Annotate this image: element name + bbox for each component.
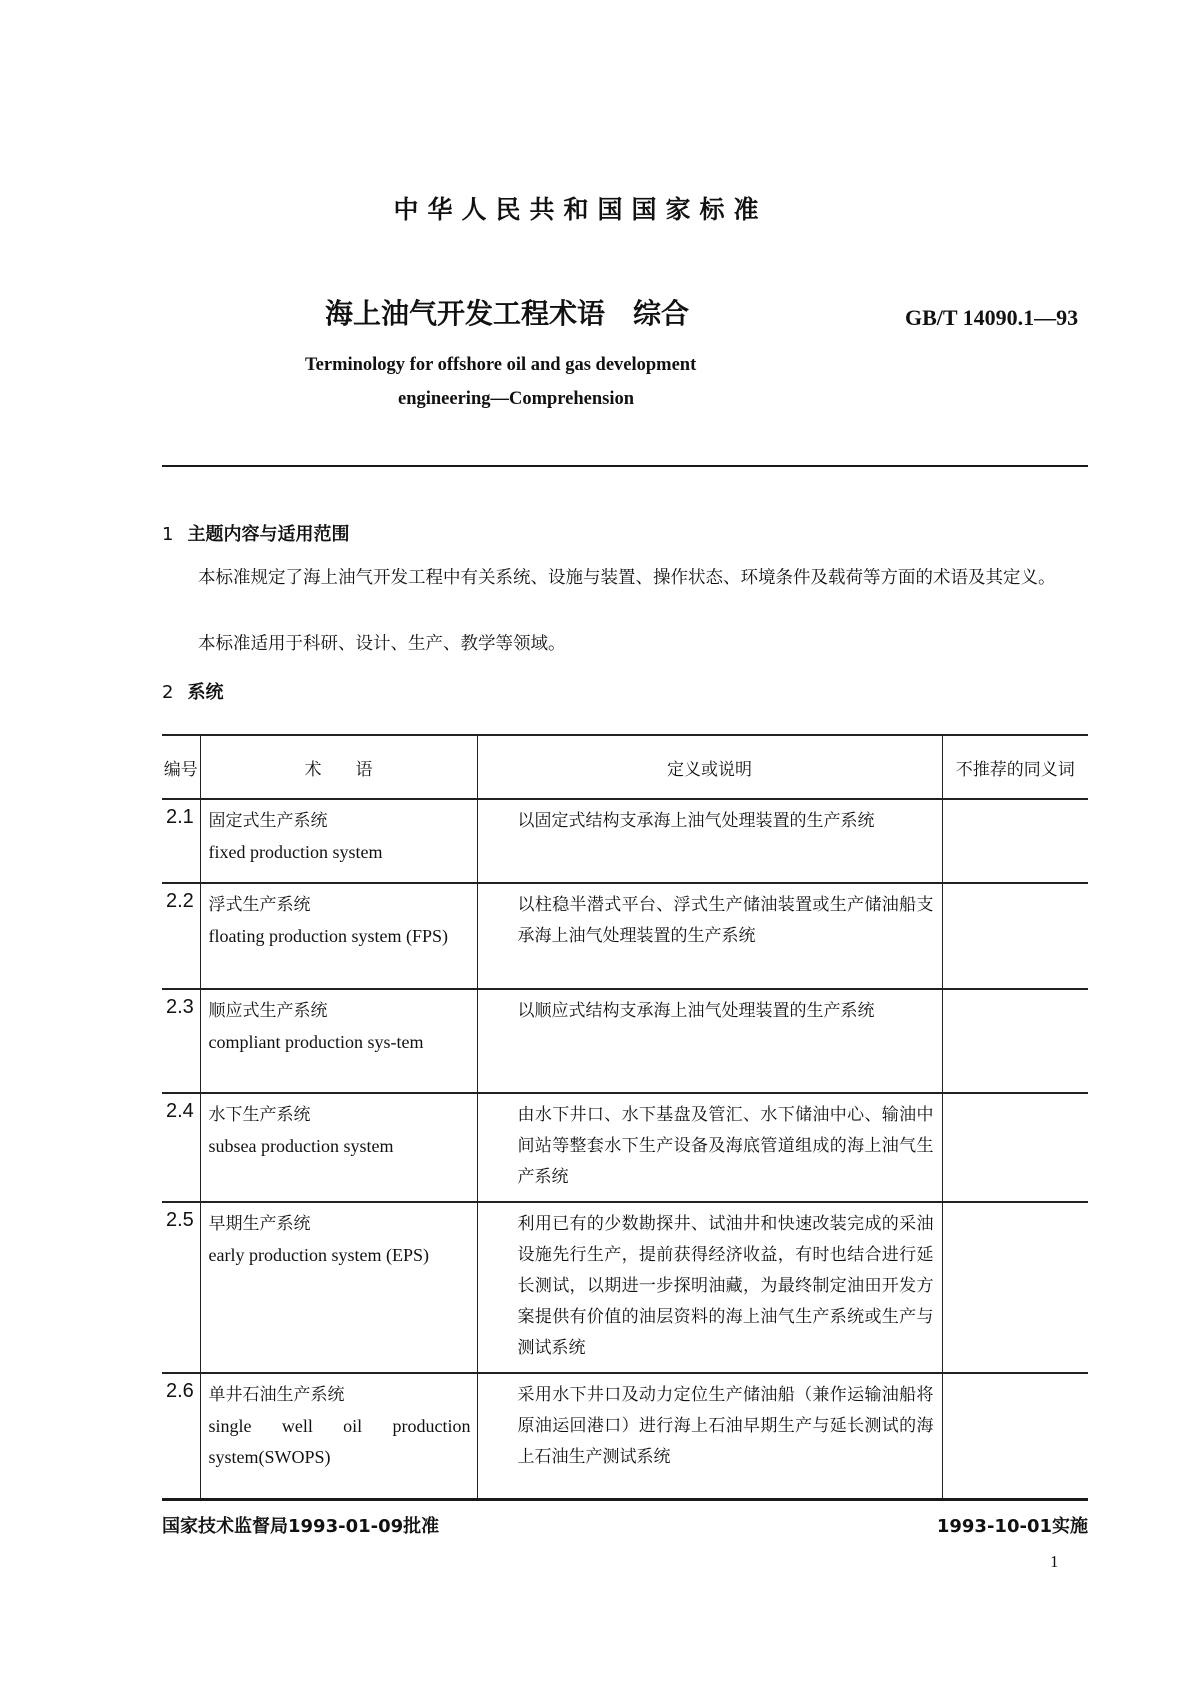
definition-text: 利用已有的少数勘探井、试油井和快速改装完成的采油设施先行生产，提前获得经济收益，有时也结合进行延长测试，以期进一步探明油藏，为最终制定油田开发方案提供有价值的油层资料的海上油气生产系统或生产与测试系统 <box>517 1214 934 1358</box>
header-divider <box>162 465 1088 467</box>
nation-standard-heading: 中华人民共和国国家标准 <box>393 195 768 224</box>
section-number: 1 <box>162 524 174 545</box>
definition-text: 采用水下井口及动力定位生产储油船（兼作运输油船将原油运回港口）进行海上石油早期生产与延长测试的海上石油生产测试系统 <box>517 1385 934 1467</box>
term-en: subsea production system <box>208 1136 394 1156</box>
table-row <box>162 799 1088 883</box>
document-title-cn: 海上油气开发工程术语 综合 <box>325 297 690 330</box>
term-cell <box>200 1202 477 1373</box>
table-row <box>162 989 1088 1093</box>
document-title-en-line2: engineering—Comprehension <box>398 389 635 409</box>
synonym-cell <box>942 1093 1088 1202</box>
term-en: fixed production system <box>208 842 383 862</box>
table-row <box>162 1373 1088 1499</box>
term-number: 2.2 <box>166 890 194 912</box>
term-cn: 单井石油生产系统 <box>208 1385 345 1405</box>
section-2-heading <box>162 678 223 704</box>
term-cell <box>200 883 477 989</box>
term-cn: 早期生产系统 <box>208 1214 311 1234</box>
term-cell <box>200 989 477 1093</box>
synonym-cell <box>942 1202 1088 1373</box>
term-en: floating production system (FPS) <box>208 926 448 946</box>
definition-cell <box>477 1093 942 1202</box>
definition-text: 以顺应式结构支承海上油气处理装置的生产系统 <box>517 1001 875 1021</box>
definition-cell <box>477 989 942 1093</box>
table-row <box>162 883 1088 989</box>
section-number: 2 <box>162 682 174 703</box>
section-1-paragraph-2 <box>162 628 1088 661</box>
term-cn: 固定式生产系统 <box>208 811 328 831</box>
footer-divider <box>162 1498 1088 1501</box>
term-number: 2.5 <box>166 1209 194 1231</box>
definition-text: 以柱稳半潜式平台、浮式生产储油装置或生产储油船支承海上油气处理装置的生产系统 <box>517 895 934 946</box>
term-number: 2.4 <box>166 1100 194 1122</box>
definition-text: 以固定式结构支承海上油气处理装置的生产系统 <box>517 811 875 831</box>
header-no: 编号 <box>163 759 198 780</box>
table-row <box>162 1093 1088 1202</box>
section-title: 系统 <box>187 682 224 703</box>
table-header-row <box>162 735 1088 799</box>
section-1-heading <box>162 520 349 546</box>
term-cell <box>200 799 477 883</box>
approval-date: 国家技术监督局1993-01-09批准 <box>162 1516 440 1537</box>
term-cn: 顺应式生产系统 <box>208 1001 328 1021</box>
synonym-cell <box>942 883 1088 989</box>
term-number: 2.1 <box>166 806 194 828</box>
section-1-paragraph-1 <box>162 562 1088 595</box>
term-number: 2.6 <box>166 1380 194 1402</box>
paragraph-text: 本标准适用于科研、设计、生产、教学等领域。 <box>198 634 566 654</box>
definition-cell <box>477 883 942 989</box>
paragraph-text: 本标准规定了海上油气开发工程中有关系统、设施与装置、操作状态、环境条件及载荷等方面的术语及其定义。 <box>198 568 1056 588</box>
implementation-date: 1993-10-01实施 <box>936 1516 1088 1537</box>
term-number: 2.3 <box>166 996 194 1018</box>
term-en: early production system (EPS) <box>208 1245 429 1265</box>
term-cn: 水下生产系统 <box>208 1105 311 1125</box>
term-en: compliant production sys-tem <box>208 1032 424 1052</box>
terms-table <box>162 734 1088 1500</box>
synonym-cell <box>942 1373 1088 1499</box>
synonym-cell <box>942 989 1088 1093</box>
header-synonyms: 不推荐的同义词 <box>942 735 1088 799</box>
synonym-cell <box>942 799 1088 883</box>
section-title: 主题内容与适用范围 <box>187 524 350 545</box>
table-row <box>162 1202 1088 1373</box>
standard-number: GB/T 14090.1—93 <box>905 305 1079 330</box>
definition-cell <box>477 1373 942 1499</box>
definition-cell <box>477 799 942 883</box>
header-definition: 定义或说明 <box>477 735 942 799</box>
definition-cell <box>477 1202 942 1373</box>
definition-text: 由水下井口、水下基盘及管汇、水下储油中心、输油中间站等整套水下生产设备及海底管道组成的海上油气生产系统 <box>517 1105 934 1187</box>
document-title-en-line1: Terminology for offshore oil and gas development <box>305 355 697 375</box>
term-en: single well oil production system(SWOPS) <box>208 1416 471 1467</box>
term-cell <box>200 1373 477 1499</box>
term-cn: 浮式生产系统 <box>208 895 311 915</box>
header-term: 术 语 <box>200 735 477 799</box>
term-cell <box>200 1093 477 1202</box>
page-number: 1 <box>1050 1552 1059 1571</box>
